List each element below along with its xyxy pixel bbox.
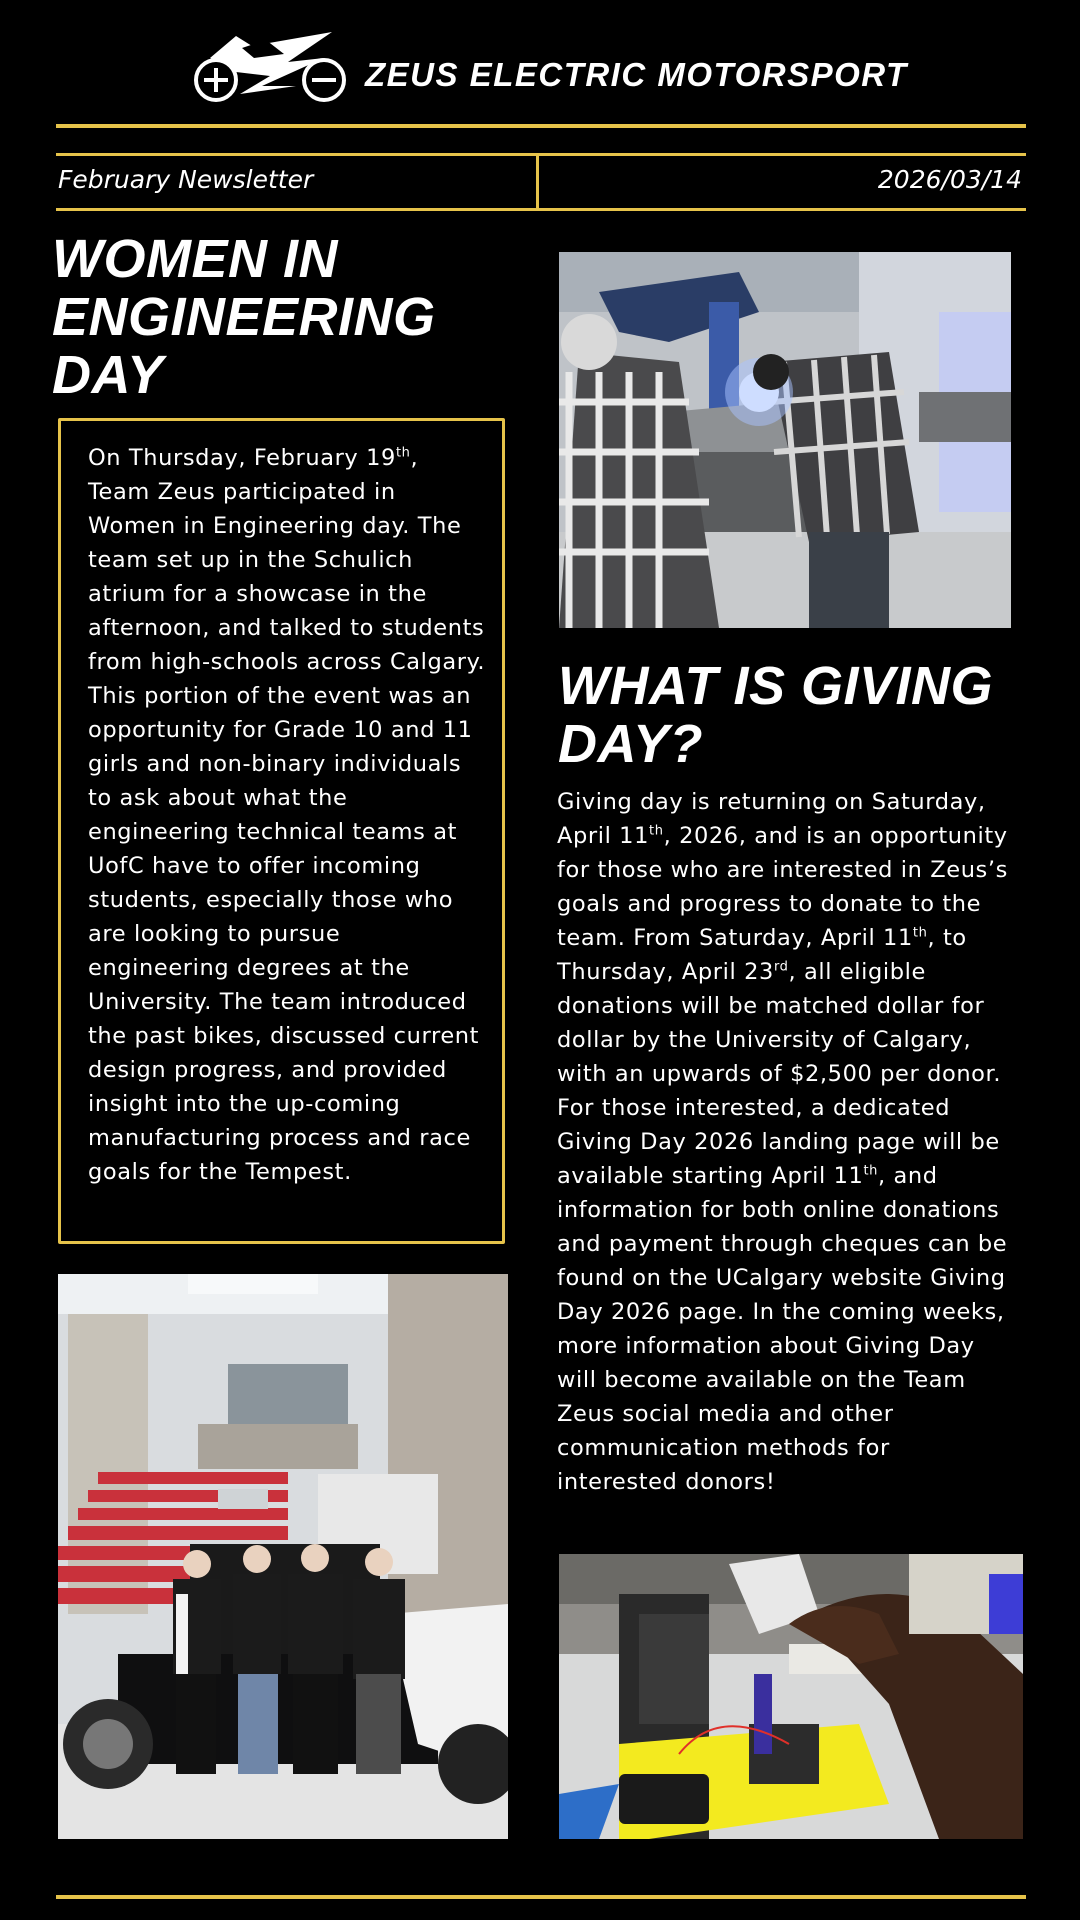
team-showcase-photo	[58, 1274, 508, 1839]
newsletter-date: 2026/03/14	[877, 165, 1022, 194]
welding-photo	[559, 252, 1011, 628]
header-rule-bottom	[56, 208, 1026, 211]
article1-body: On Thursday, February 19th, Team Zeus participated in Women in Engineering day. The team set up in the Schulich atrium for a showcase in the afternoon, and talked to students from high-schools across Calgary. This portion of the event was an opportunity for Grade 10 and 11 girls and non-binary individuals to ask about what the engineering technical teams at UofC have to offer incoming students, especially those who are looking to pursue engineering degrees at the University. The team introduced the past bikes, discussed current design progress, and provided insight into the up-coming manufacturing process and race goals for the Tempest.	[88, 445, 486, 1185]
header-rule-mid	[56, 153, 1026, 156]
newsletter-label: February Newsletter	[58, 165, 314, 194]
brand-name: ZEUS ELECTRIC MOTORSPORT	[365, 56, 908, 93]
article2-body: Giving day is returning on Saturday, April 11th, 2026, and is an opportunity for those who are interested in Zeus’s goals and progress to donate to the team. From Saturday, April 11th, to Thursday, April 23rd, all eligible donations will be matched dollar for dollar by the University of Calgary, with an upwards of $2,500 per donor. For those interested, a dedicated Giving Day 2026 landing page will be available starting April 11th, and information for both online donations and payment through cheques can be found on the UCalgary website Giving Day 2026 page. In the coming weeks, more information about Giving Day will become available on the Team Zeus social media and other communication methods for interested donors!	[557, 789, 1008, 1495]
electric-motorcycle-logo-icon	[192, 28, 348, 106]
article2-title: WHAT IS GIVING DAY?	[558, 656, 993, 774]
article1-title: WOMEN IN ENGINEERING DAY	[52, 229, 436, 405]
footer-rule	[56, 1895, 1026, 1899]
soldering-photo	[559, 1554, 1023, 1839]
brand-logo	[192, 28, 348, 106]
header-rule-top	[56, 124, 1026, 128]
header-divider	[536, 153, 539, 211]
